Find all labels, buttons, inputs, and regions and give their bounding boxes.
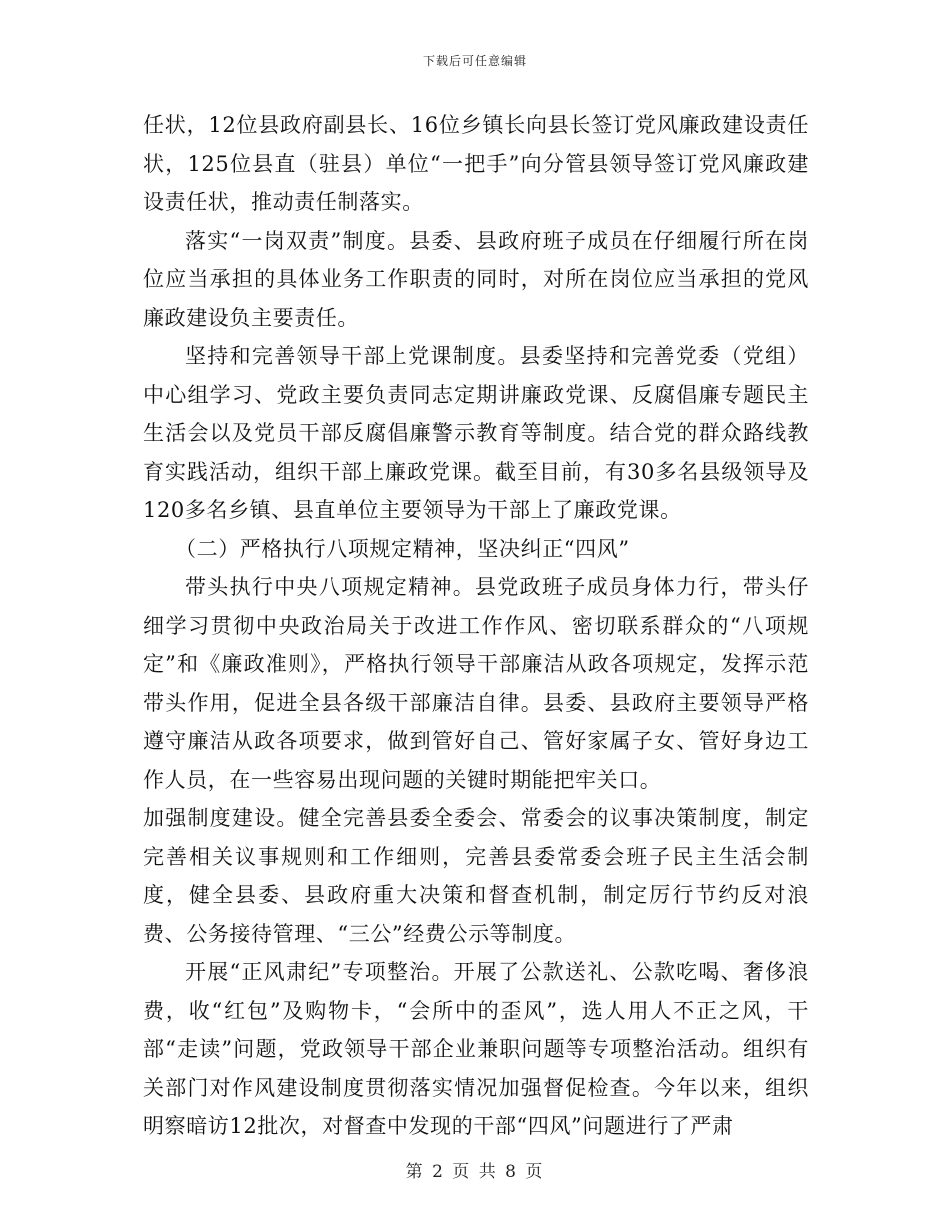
section-heading: （二）严格执行八项规定精神，坚决纠正“四风” [175, 536, 630, 561]
document-body [143, 106, 809, 1146]
paragraph-system-building: 加强制度建设。健全完善县委全委会、常委会的议事决策制度，制定完善相关议事规则和工作细则，完善县委常委会班子民主生活会制度，健全县委、县政府重大决策和督查机制，制定厉行节约反对浪费、公务接待管理、“三公”经费公示等制度。 [143, 806, 809, 946]
paragraph-eight-rules: 带头执行中央八项规定精神。县党政班子成员身体力行，带头仔细学习贯彻中央政治局关于改进工作作风、密切联系群众的“八项规定”和《廉政准则》，严格执行领导干部廉洁从政各项规定，发挥示范带头作用，促进全县各级干部廉洁自律。县委、县政府主要领导严格遵守廉洁从政各项要求，做到管好自己、管好家属子女、管好身边工作人员，在一些容易出现问题的关键时期能把牢关口。 [143, 575, 809, 792]
page-header: 下载后可任意编辑 [422, 54, 527, 68]
page-footer: 第 2 页 共 8 页 [405, 1162, 545, 1182]
paragraph-one-post-two-duties: 落实“一岗双责”制度。县委、县政府班子成员在仔细履行所在岗位应当承担的具体业务工作职责的同时，对所在岗位应当承担的党风廉政建设负主要责任。 [143, 228, 809, 330]
paragraph-continuation: 任状，12位县政府副县长、16位乡镇长向县长签订党风廉政建设责任状，125位县直（驻县）单位“一把手”向分管县领导签订党风廉政建设责任状，推动责任制落实。 [143, 113, 809, 214]
paragraph-special-rectification: 开展“正风肃纪”专项整治。开展了公款送礼、公款吃喝、奢侈浪费，收“红包”及购物卡，“会所中的歪风”，选人用人不正之风，干部“走读”问题，党政领导干部企业兼职问题等专项整治活动。组织有关部门对作风建设制度贯彻落实情况加强督促检查。今年以来，组织明察暗访12批次，对督查中发现的干部“四风”问题进行了严肃 [143, 960, 809, 1138]
paragraph-party-lecture-system: 坚持和完善领导干部上党课制度。县委坚持和完善党委（党组）中心组学习、党政主要负责同志定期讲廉政党课、反腐倡廉专题民主生活会以及党员干部反腐倡廉警示教育等制度。结合党的群众路线教育实践活动，组织干部上廉政党课。截至目前，有30多名县级领导及120多名乡镇、县直单位主要领导为干部上了廉政党课。 [143, 344, 809, 522]
